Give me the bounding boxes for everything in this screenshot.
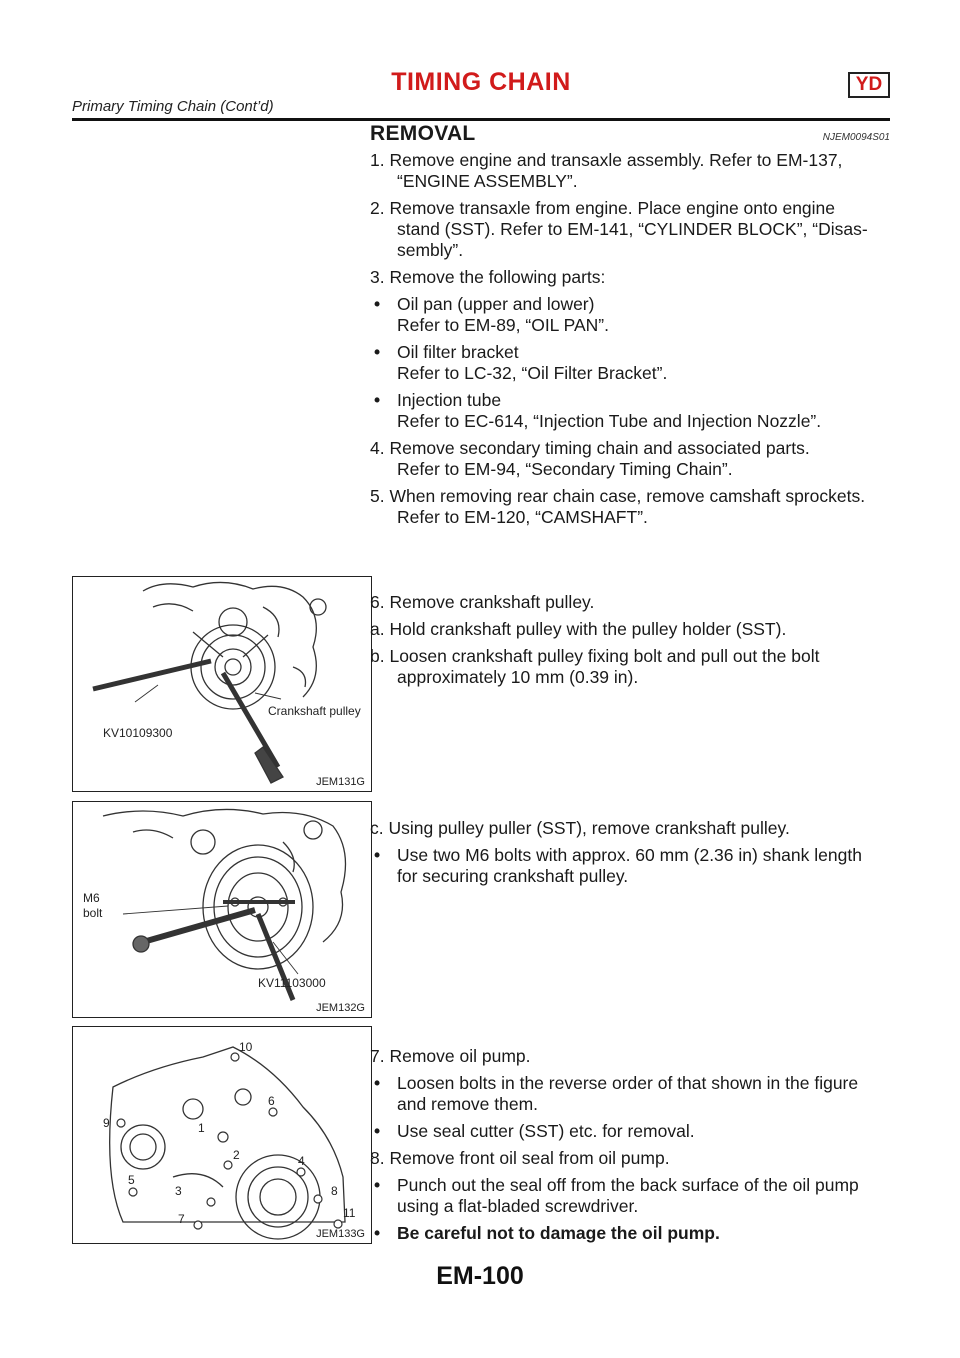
figure-id-jem131g: JEM131G xyxy=(316,776,365,788)
puller-section xyxy=(370,818,890,893)
step-6c: c. Using pulley puller (SST), remove crankshaft pulley. xyxy=(370,818,790,838)
bolt-label-8: 8 xyxy=(331,1184,338,1198)
bolt-label-7: 7 xyxy=(178,1212,185,1226)
figure-id-jem132g: JEM132G xyxy=(316,1002,365,1014)
bolt-label-1: 1 xyxy=(198,1121,205,1135)
removal-section xyxy=(370,122,890,534)
model-badge: YD xyxy=(848,72,890,98)
bullet-oil-filter-bracket: • Oil filter bracket Refer to LC-32, “Oil Filter Bracket”. xyxy=(370,342,890,384)
bullet-m6-bolts: • Use two M6 bolts with approx. 60 mm (2.36 in) shank length for securing crankshaft pulley. xyxy=(370,845,890,887)
oil-pump-section xyxy=(370,1046,890,1250)
header-divider xyxy=(72,118,890,121)
figure-pulley-holder xyxy=(72,576,372,792)
ref-code: NJEM0094S01 xyxy=(822,132,890,143)
label-crankshaft-pulley: Crankshaft pulley xyxy=(268,704,361,718)
figure-oil-pump-bolts xyxy=(72,1026,372,1244)
removal-heading: REMOVAL xyxy=(370,122,476,145)
label-bolt: bolt xyxy=(83,906,103,920)
bolt-label-5: 5 xyxy=(128,1173,135,1187)
page-number: EM-100 xyxy=(436,1262,524,1290)
bullet-oil-pan: • Oil pan (upper and lower) Refer to EM-89, “OIL PAN”. xyxy=(370,294,890,336)
pulley-section xyxy=(370,592,890,694)
bullet-caution: • Be careful not to damage the oil pump. xyxy=(370,1223,890,1244)
pulley-holder-illustration xyxy=(73,577,370,790)
bullet-injection-tube: • Injection tube Refer to EC-614, “Injection Tube and Injection Nozzle”. xyxy=(370,390,890,432)
step-1: 1. Remove engine and transaxle assembly. Refer to EM-137, “ENGINE ASSEMBLY”. xyxy=(370,150,843,191)
step-3: 3. Remove the following parts: xyxy=(370,267,606,287)
figure-id-jem133g: JEM133G xyxy=(316,1228,365,1240)
bolt-label-6: 6 xyxy=(268,1094,275,1108)
bolt-label-2: 2 xyxy=(233,1148,240,1162)
figure-pulley-puller xyxy=(72,801,372,1018)
bolt-label-11: 11 xyxy=(343,1206,356,1220)
step-6: 6. Remove crankshaft pulley. xyxy=(370,592,595,612)
step-2: 2. Remove transaxle from engine. Place engine onto engine stand (SST). Refer to EM-141, “CYLINDER BLOCK”, “Disas- sembly”. xyxy=(370,198,868,260)
bolt-label-10: 10 xyxy=(239,1040,253,1054)
step-6a: a. Hold crankshaft pulley with the pulley holder (SST). xyxy=(370,619,787,639)
label-m6: M6 xyxy=(83,891,100,905)
step-4: 4. Remove secondary timing chain and associated parts. Refer to EM-94, “Secondary Timing Chain”. xyxy=(370,438,810,479)
page-header xyxy=(72,68,890,120)
bullet-seal-cutter: • Use seal cutter (SST) etc. for removal. xyxy=(370,1121,890,1142)
page-title: TIMING CHAIN xyxy=(391,68,571,96)
oil-pump-illustration xyxy=(73,1027,370,1242)
removal-heading-row xyxy=(370,122,890,150)
step-5: 5. When removing rear chain case, remove camshaft sprockets. Refer to EM-120, “CAMSHAFT”. xyxy=(370,486,866,527)
step-7: 7. Remove oil pump. xyxy=(370,1046,531,1066)
bolt-label-9: 9 xyxy=(103,1116,110,1130)
bolt-label-3: 3 xyxy=(175,1184,182,1198)
label-kv10109300: KV10109300 xyxy=(103,726,173,740)
bullet-punch-seal: • Punch out the seal off from the back surface of the oil pump using a flat-bladed screwdriver. xyxy=(370,1175,890,1217)
page-subtitle: Primary Timing Chain (Cont’d) xyxy=(72,98,274,115)
bolt-label-4: 4 xyxy=(298,1154,305,1168)
label-kv11103000: KV11103000 xyxy=(258,976,326,990)
bullet-loosen-bolts: • Loosen bolts in the reverse order of that shown in the figure and remove them. xyxy=(370,1073,890,1115)
pulley-puller-illustration xyxy=(73,802,370,1016)
step-8: 8. Remove front oil seal from oil pump. xyxy=(370,1148,670,1168)
step-6b: b. Loosen crankshaft pulley fixing bolt and pull out the bolt approximately 10 mm (0.39 in). xyxy=(370,646,820,687)
